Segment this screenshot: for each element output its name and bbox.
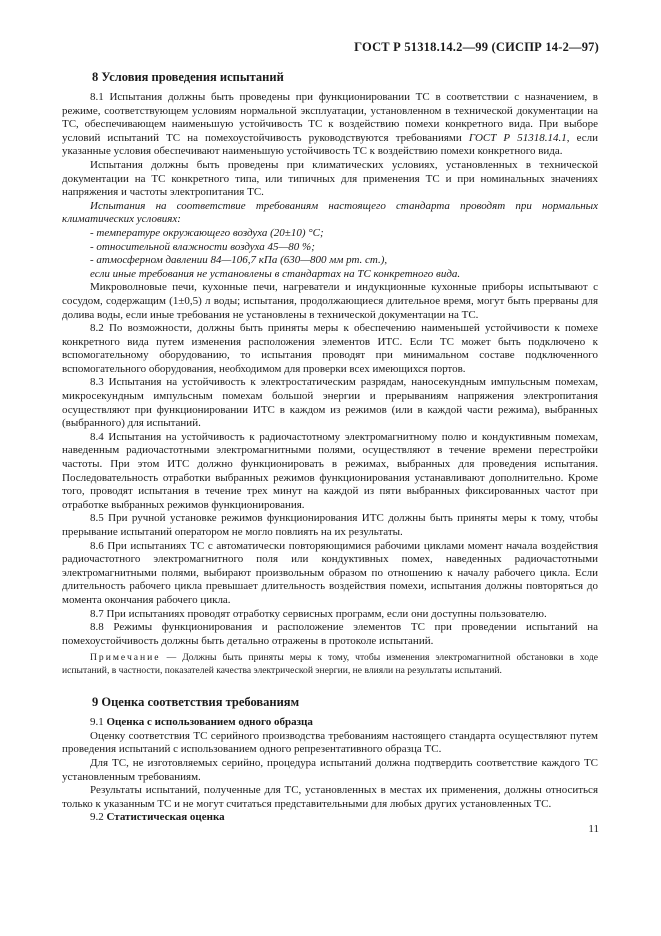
paragraph-9-1-b: Для ТС, не изготовляемых серийно, процедура испытаний должна подтвердить соответствие каждого ТС установленным требованиям. — [62, 756, 598, 783]
paragraph-8-1-text: 8.1 Испытания должны быть проведены при функционировании ТС в соответствии с назначением, в режиме, соответствующем условиям нормальной эксплуатации, установленном в технической документации на ТС, обеспечивающем наименьшую устойчивость ТС к воздействию помехи конкретного вида. При выборе условий испытаний ТС на помехоустойчивость руководствуются требованиями — [62, 91, 598, 144]
subsection-9-2-heading — [62, 811, 598, 825]
paragraph-8-6: 8.6 При испытаниях ТС с автоматически повторяющимися рабочими циклами момент начала воздействия радиочастотного электромагнитного поля или кондуктивных помех, наведенных радиочастотными электромагнитными полями, выбирают произвольным образом по отношению к началу рабочего цикла. Если длительность рабочего цикла превышает длительность воздействия помехи, испытания должны повторяться до момента окончания рабочего цикла. — [62, 539, 598, 606]
condition-item: - атмосферном давлении 84—106,7 кПа (630—800 мм рт. ст.), — [90, 254, 388, 267]
standard-reference: ГОСТ Р 51318.14.1 — [468, 131, 567, 144]
paragraph-8-4: 8.4 Испытания на устойчивость к радиочастотному электромагнитному полю и кондуктивным помехам, наведенным радиочастотными электромагнитными полями, осуществляют в течение времени перестройки частоты. При этом ИТС должно функционировать в режимах, выбранных для проведения испытания. Последовательность отработки выбранных режимов функционирования устанавливают дополнительно. Кроме того, проводят испытания в течение трех минут на каждой из пяти выбранных фиксированных частот при отработке выбранных режимов функционирования. — [62, 430, 598, 511]
condition-tail: если иные требования не установлены в стандартах на ТС конкретного вида. — [90, 267, 461, 280]
section-8-title: 8 Условия проведения испытаний — [92, 70, 284, 84]
condition-item: - температуре окружающего воздуха (20±10) °С; — [90, 226, 324, 239]
paragraph-8-7: 8.7 При испытаниях проводят отработку сервисных программ, если они доступны пользователю. — [90, 607, 547, 620]
section-9-title: 9 Оценка соответствия требованиям — [92, 695, 300, 710]
subsection-number: 9.2 — [90, 811, 104, 824]
paragraph-8-1-tail: , если указанные условия обеспечивают наименьшую устойчивость ТС к воздействию помехи конкретного вида. — [62, 131, 598, 158]
paragraph-8-3: 8.3 Испытания на устойчивость к электростатическим разрядам, наносекундным импульсным помехам, микросекундным импульсным помехам большой энергии и прерываниям напряжения электропитания осуществляют при функционировании ИТС в каждом из режимов (или в каждой части режима), выбранных (выбранного) для испытаний. — [62, 376, 598, 430]
paragraph-8-1 — [62, 91, 598, 159]
paragraph-8-2: 8.2 По возможности, должны быть приняты меры к обеспечению наименьшей устойчивости к помехе конкретного вида путем изменения расположения элементов ИТС. Если ТС может быть подключено к вспомогательному оборудованию, то испытания проводят при минимальном составе подключенного вспомогательного оборудования, необходимом для проверки всех имеющихся портов. — [62, 322, 598, 375]
paragraph-normal-conditions: Испытания на соответствие требованиям настоящего стандарта проводят при нормальных климатических условиях: — [62, 199, 598, 226]
page-content — [62, 70, 598, 825]
paragraph-8-8: 8.8 Режимы функционирования и расположение элементов ТС при проведении испытаний на помехоустойчивость должны быть детально отражены в протоколе испытаний. — [62, 621, 598, 647]
note-text: — Должны быть приняты меры к тому, чтобы изменения электромагнитной обстановки в ходе испытаний, в частности, показателей качества электрической энергии, не влияли на результаты испытаний. — [62, 652, 598, 676]
note — [62, 652, 598, 677]
subsection-title: Статистическая оценка — [106, 811, 225, 824]
subsection-number: 9.1 — [90, 716, 104, 729]
note-label: Примечание — [90, 652, 161, 664]
paragraph-climate: Испытания должны быть проведены при климатических условиях, установленных в технической документации на ТС конкретного типа, или типичных для применения ТС и при номинальных значениях напряжения и частоты электропитания ТС. — [62, 158, 598, 199]
paragraph-9-1-a: Оценку соответствия ТС серийного производства требованиям настоящего стандарта осуществляют путем проведения испытаний с использованием одного репрезентативного образца ТС. — [62, 729, 598, 756]
page-number: 11 — [588, 823, 599, 835]
paragraph-8-5: 8.5 При ручной установке режимов функционирования ИТС должны быть приняты меры к тому, чтобы прерывание испытаний оператором не могло повлиять на их результаты. — [62, 512, 598, 538]
paragraph-9-1-c: Результаты испытаний, полученные для ТС, установленных в местах их применения, должны относиться только к указанным ТС и не могут считаться представительными для любых других установленных ТС. — [62, 784, 598, 810]
paragraph-microwave: Микроволновые печи, кухонные печи, нагреватели и индукционные кухонные приборы испытывают с сосудом, содержащим (1±0,5) л воды; испытания, продолжающиеся длительное время, могут быть прерваны для долива воды, если иные требования не установлены в технической документации на ТС. — [62, 281, 598, 321]
subsection-title: Оценка с использованием одного образца — [106, 716, 313, 729]
condition-item: - относительной влажности воздуха 45—80 %; — [90, 240, 315, 253]
standard-header: ГОСТ Р 51318.14.2—99 (СИСПР 14-2—97) — [354, 40, 599, 54]
subsection-9-1-heading — [62, 716, 598, 730]
